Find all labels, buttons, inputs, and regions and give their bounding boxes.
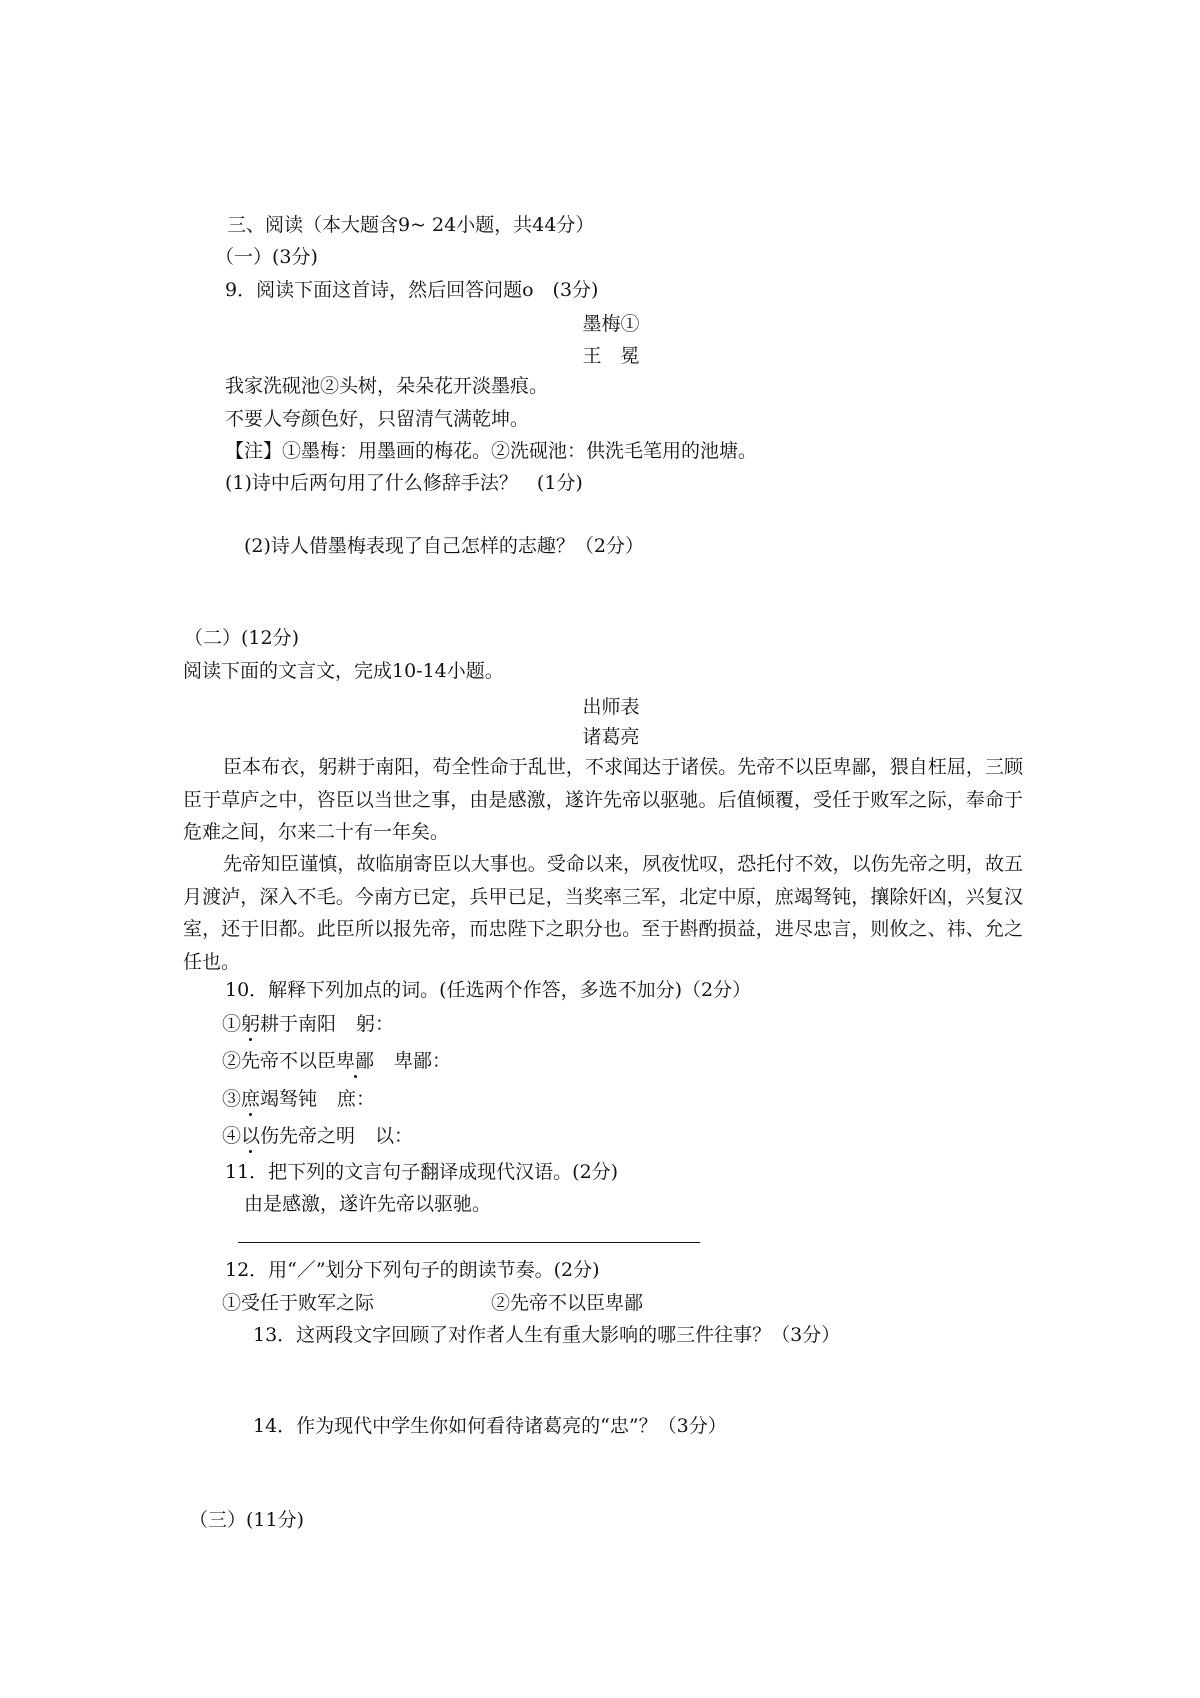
q10-item-num: ③ bbox=[222, 1088, 242, 1110]
part3-label: （三）(11分) bbox=[189, 1509, 305, 1531]
text-title: 出师表 bbox=[582, 696, 640, 718]
q10-item-word: 躬： bbox=[356, 1013, 395, 1035]
q10-item-3 bbox=[222, 1086, 375, 1112]
q10-item-num: ② bbox=[222, 1050, 242, 1072]
dotted-word: 以 bbox=[241, 1125, 261, 1147]
dotted-word: 躬 bbox=[241, 1013, 261, 1035]
q10-item-text: 伤先帝之明 bbox=[260, 1125, 356, 1147]
poem-author: 王 冕 bbox=[582, 345, 640, 367]
question-11: 11．把下列的文言句子翻译成现代汉语。(2分) bbox=[225, 1161, 619, 1183]
question-9-2: (2)诗人借墨梅表现了自己怎样的志趣？（2分） bbox=[244, 535, 645, 557]
part2-intro: 阅读下面的文言文，完成10-14小题。 bbox=[183, 660, 504, 682]
q10-item-text: 耕于南阳 bbox=[260, 1013, 337, 1035]
q12-sentence-b: ②先帝不以臣卑鄙 bbox=[491, 1292, 644, 1314]
q10-item-word: 以： bbox=[375, 1125, 414, 1147]
question-14: 14．作为现代中学生你如何看待诸葛亮的“忠”？（3分） bbox=[253, 1415, 727, 1437]
q10-item-num: ④ bbox=[222, 1125, 242, 1147]
classical-paragraph-2: 先帝知臣谨慎，故临崩寄臣以大事也。受命以来，夙夜忧叹，恐托付不效，以伤先帝之明，故五月渡泸，深入不毛。今南方已定，兵甲已足，当奖率三军，北定中原，庶竭驽钝，攘除奸凶，兴复汉室，还于旧都。此臣所以报先帝，而忠陛下之职分也。至于斟酌损益，进尽忠言，则攸之、祎、允之任也。 bbox=[183, 853, 1023, 973]
section-heading: 三、阅读（本大题含9~ 24小题，共44分） bbox=[227, 214, 595, 236]
q10-item-num: ① bbox=[222, 1013, 242, 1035]
q10-item-2 bbox=[222, 1048, 451, 1074]
question-10: 10．解释下列加点的词。(任选两个作答，多选不加分)（2分） bbox=[225, 979, 752, 1001]
text-author: 诸葛亮 bbox=[582, 726, 640, 748]
part1-label: （一）(3分) bbox=[215, 246, 318, 268]
q10-item-word: 庶： bbox=[337, 1088, 376, 1110]
answer-line bbox=[238, 1242, 700, 1243]
q12-sentence-a: ①受任于败军之际 bbox=[222, 1292, 375, 1314]
poem-title: 墨梅① bbox=[582, 313, 640, 335]
dotted-word: 庶 bbox=[241, 1088, 261, 1110]
poem-note: 【注】①墨梅：用墨画的梅花。②洗砚池：供洗毛笔用的池塘。 bbox=[225, 440, 758, 462]
part2-label: （二）(12分) bbox=[184, 627, 300, 649]
q10-item-1 bbox=[222, 1011, 394, 1037]
poem-line-2: 不要人夸颜色好，只留清气满乾坤。 bbox=[225, 408, 530, 430]
q10-item-text: 先帝不以臣 bbox=[241, 1050, 337, 1072]
q10-item-4 bbox=[222, 1123, 413, 1149]
question-9: 9．阅读下面这首诗，然后回答问题o (3分) bbox=[225, 279, 599, 301]
q11-sentence: 由是感激，遂许先帝以驱驰。 bbox=[244, 1193, 492, 1215]
poem-line-1: 我家洗砚池②头树，朵朵花开淡墨痕。 bbox=[225, 375, 549, 397]
question-13: 13．这两段文字回顾了对作者人生有重大影响的哪三件往事？（3分） bbox=[253, 1324, 841, 1346]
classical-paragraph-1: 臣本布衣，躬耕于南阳，苟全性命于乱世，不求闻达于诸侯。先帝不以臣卑鄙，猥自枉屈，三顾臣于草庐之中，咨臣以当世之事，由是感激，遂许先帝以驱驰。后值倾覆，受任于败军之际，奉命于危难之间，尔来二十有一年矣。 bbox=[183, 756, 1023, 843]
dotted-word: 卑鄙 bbox=[336, 1050, 375, 1072]
question-12: 12．用“／”划分下列句子的朗读节奏。(2分) bbox=[225, 1259, 600, 1281]
q10-item-word: 卑鄙： bbox=[394, 1050, 452, 1072]
question-9-1: (1)诗中后两句用了什么修辞手法？ (1分) bbox=[225, 472, 583, 494]
q10-item-text: 竭驽钝 bbox=[260, 1088, 318, 1110]
